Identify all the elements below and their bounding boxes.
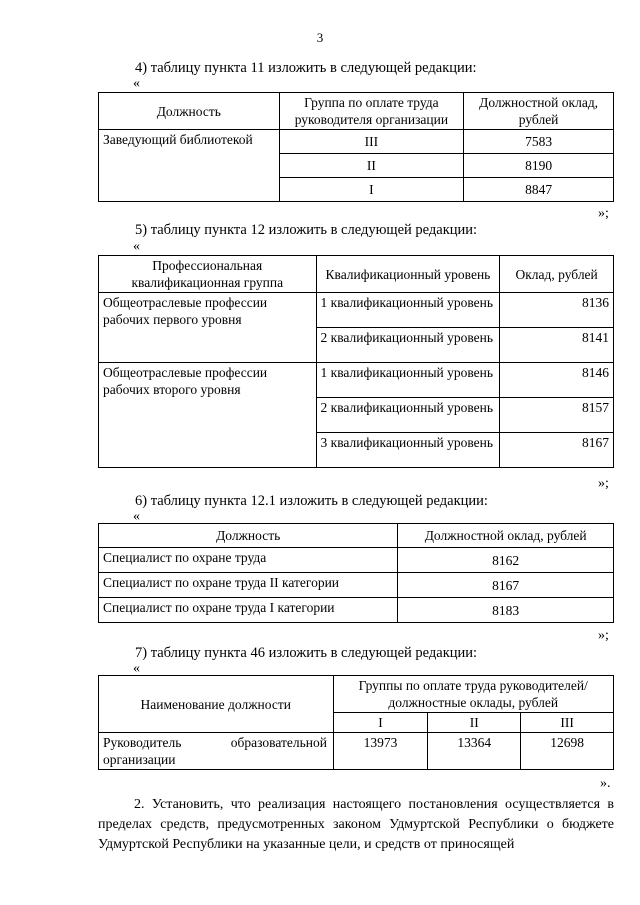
table-section-6 xyxy=(98,523,614,623)
salary-cell: 12698 xyxy=(521,733,614,770)
position-cell xyxy=(99,733,334,770)
section-7-heading: 7) таблицу пункта 46 изложить в следующей редакции: xyxy=(135,645,478,661)
header-salary: Должностной оклад, рублей xyxy=(398,524,614,548)
level-cell: 1 квалификационный уровень xyxy=(316,363,500,398)
header-groups: Группы по оплате труда руководителей/ должностные оклады, рублей xyxy=(333,676,613,713)
salary-cell: 8183 xyxy=(398,598,614,623)
salary-cell: 8157 xyxy=(500,398,614,433)
salary-cell: 13973 xyxy=(333,733,428,770)
group-cell: III xyxy=(279,130,464,154)
header-group: Профессиональная квалификационная группа xyxy=(99,256,317,293)
salary-cell: 8136 xyxy=(500,293,614,328)
paragraph-2: 2. Установить, что реализация настоящего постановления осуществляется в пределах средств, предусмотренных законом Удмуртской Республики о бюджете Удмуртской Республики на указанные цели, и средств от приносящей xyxy=(98,797,614,852)
level-cell: 2 квалификационный уровень xyxy=(316,398,500,433)
group-label: III xyxy=(521,713,614,733)
salary-cell: 8167 xyxy=(500,433,614,468)
section-4-heading: 4) таблицу пункта 11 изложить в следующей редакции: xyxy=(135,60,477,76)
group-cell: II xyxy=(279,154,464,178)
section-6-heading: 6) таблицу пункта 12.1 изложить в следующей редакции: xyxy=(135,493,488,509)
level-cell: 1 квалификационный уровень xyxy=(316,293,500,328)
salary-cell: 8190 xyxy=(464,154,614,178)
open-quote: « xyxy=(133,661,140,676)
position-word: организации xyxy=(103,752,176,767)
open-quote: « xyxy=(133,239,140,254)
salary-cell: 8162 xyxy=(398,548,614,573)
salary-cell: 7583 xyxy=(464,130,614,154)
close-quote: »; xyxy=(598,476,609,491)
close-quote: »; xyxy=(598,628,609,643)
close-quote: »; xyxy=(598,206,609,221)
position-cell: Специалист по охране труда II категории xyxy=(99,573,398,598)
group-label: II xyxy=(428,713,521,733)
table-section-5 xyxy=(98,255,614,468)
position-word: Руководитель образовательной xyxy=(103,735,327,750)
page-number: 3 xyxy=(316,30,324,45)
group-cell: Общеотраслевые профессии рабочих второго уровня xyxy=(99,363,317,468)
position-cell: Специалист по охране труда I категории xyxy=(99,598,398,623)
position-cell: Специалист по охране труда xyxy=(99,548,398,573)
salary-cell: 8847 xyxy=(464,178,614,202)
position-cell: Заведующий библиотекой xyxy=(99,130,280,202)
header-level: Квалификационный уровень xyxy=(316,256,500,293)
level-cell: 2 квалификационный уровень xyxy=(316,328,500,363)
header-salary: Оклад, рублей xyxy=(500,256,614,293)
group-label: I xyxy=(333,713,428,733)
salary-cell: 8146 xyxy=(500,363,614,398)
salary-cell: 8141 xyxy=(500,328,614,363)
header-position: Должность xyxy=(99,524,398,548)
close-quote: ». xyxy=(600,776,611,791)
salary-cell: 8167 xyxy=(398,573,614,598)
group-cell: I xyxy=(279,178,464,202)
header-position: Должность xyxy=(99,93,280,130)
salary-cell: 13364 xyxy=(428,733,521,770)
open-quote: « xyxy=(133,509,140,524)
table-section-7 xyxy=(98,675,614,770)
section-5-heading: 5) таблицу пункта 12 изложить в следующей редакции: xyxy=(135,222,478,238)
level-cell: 3 квалификационный уровень xyxy=(316,433,500,468)
header-salary: Должностной оклад, рублей xyxy=(464,93,614,130)
header-group: Группа по оплате труда руководителя организации xyxy=(279,93,464,130)
group-cell: Общеотраслевые профессии рабочих первого уровня xyxy=(99,293,317,363)
table-section-4 xyxy=(98,92,614,202)
open-quote: « xyxy=(133,76,140,91)
header-position: Наименование должности xyxy=(99,676,334,733)
